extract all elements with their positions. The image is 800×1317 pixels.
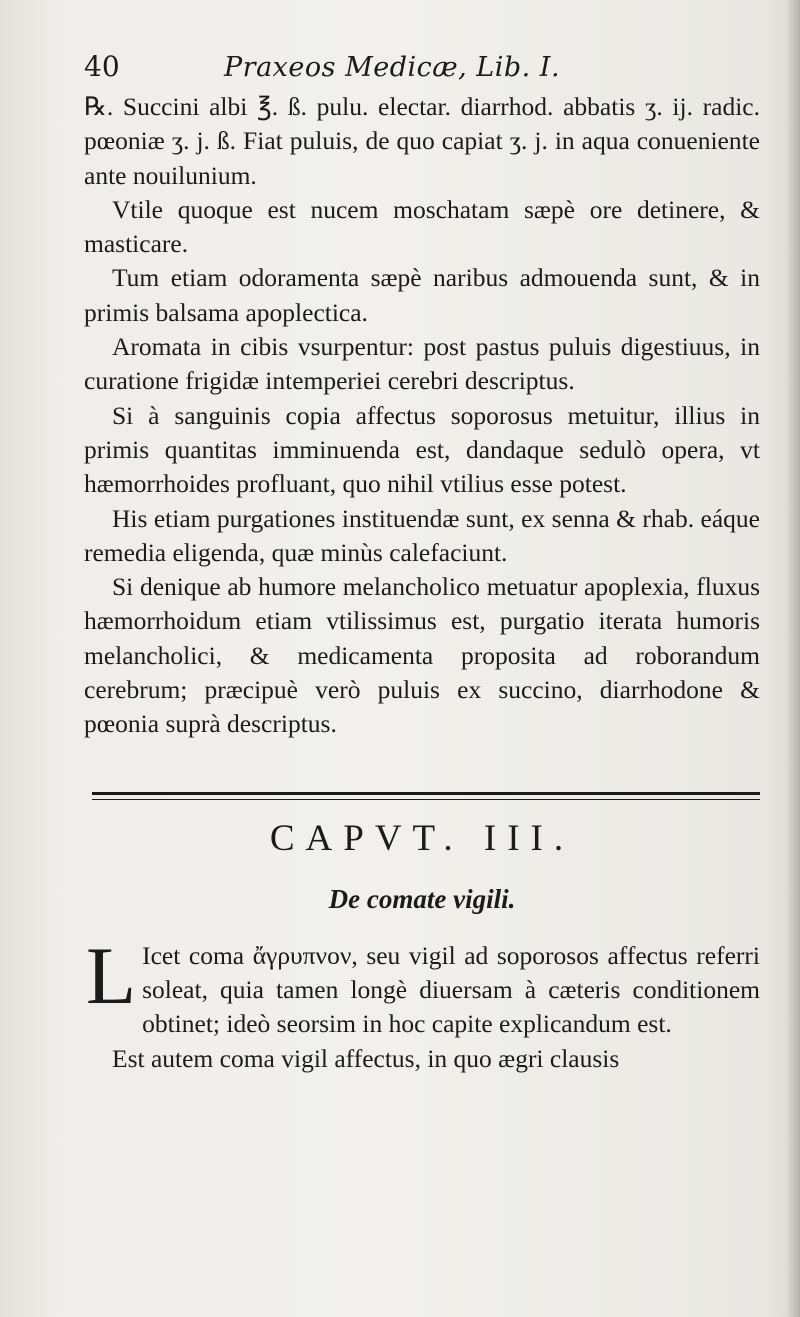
paragraph: Tum etiam odoramenta sæpè naribus admouenda sunt, & in primis balsama apoplectica. (84, 263, 760, 327)
paragraph: His etiam purgationes instituendæ sunt, ex senna & rhab. eáque remedia eligenda, quæ minùs calefaciunt. (84, 503, 760, 567)
paragraph-recipe: ℞. Succini albi ℥. ß. pulu. electar. diarrhod. abbatis ʒ. ij. radic. pœoniæ ʒ. j. ß. Fiat puluis, de quo capiat ʒ. j. in aqua conueniente ante nouilunium. (84, 92, 760, 190)
drop-cap: L (86, 929, 137, 1021)
paragraph: Si denique ab humore melancholico metuatur apoplexia, fluxus hæmorrhoidum etiam vtilissimus est, purgatio iterata humoris melancholici, & medicamenta proposita ad roborandum cerebrum; præcipuè verò puluis ex succino, diarrhodone & pœonia suprà descriptus. (84, 572, 760, 739)
chapter-heading: CAPVT. III. (269, 817, 575, 859)
chapter-text (84, 929, 760, 1076)
running-head (84, 44, 760, 90)
paragraph: Vtile quoque est nucem moschatam sæpè ore detinere, & masticare. (84, 194, 760, 259)
paragraph: Si à sanguinis copia affectus soporosus metuitur, illius in primis quantitas imminuenda est, dandaque sedulò opera, vt hæmorrhoides profluant, quo nihil vtilius esse potest. (84, 400, 760, 499)
chapter-first-paragraph (84, 929, 760, 1042)
chapter-subtitle: De comate vigili. (328, 883, 516, 914)
chapter-second-paragraph: Est autem coma vigil affectus, in quo ægri clausis (112, 1043, 620, 1073)
page-number: 40 (84, 50, 120, 83)
body-text (84, 90, 760, 742)
paragraph: Aromata in cibis vsurpentur: post pastus puluis digestiuus, in curatione frigidæ intemperiei cerebri descriptus. (84, 332, 760, 396)
section-divider (92, 792, 760, 795)
running-title: Praxeos Medicæ, Lib. I. (224, 52, 561, 83)
chapter-first-paragraph-text: Icet coma ἄγρυπνον, seu vigil ad soporosos affectus referri soleat, quia tamen longè diuersam à cæteris conditionem obtinet; ideò seorsim in hoc capite explicandum est. (142, 940, 760, 1039)
page-edge-shadow (786, 0, 800, 1317)
